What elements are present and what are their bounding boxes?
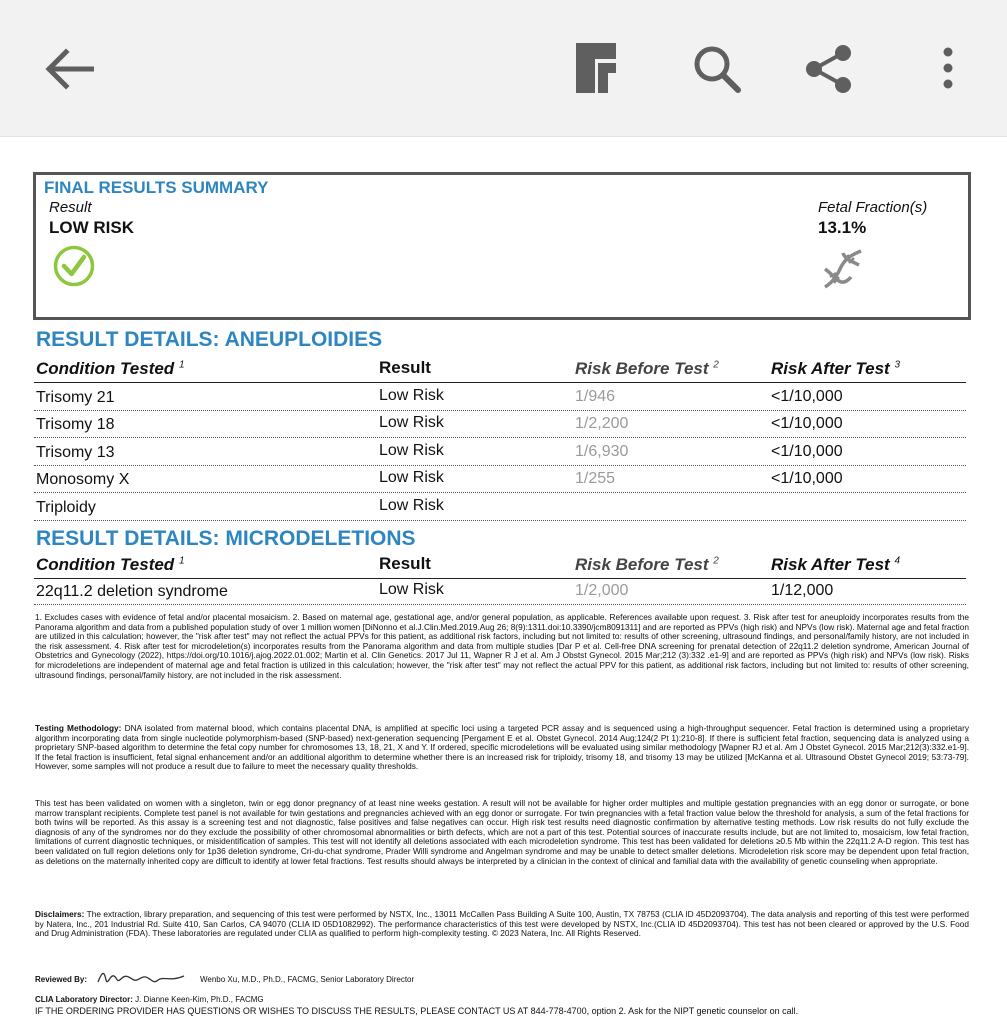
- table-cell-result: Low Risk: [379, 442, 444, 459]
- table-cell-result: Low Risk: [379, 497, 444, 514]
- dna-icon: [821, 247, 865, 296]
- summary-title: FINAL RESULTS SUMMARY: [44, 178, 269, 197]
- fetal-fraction-label: Fetal Fraction(s): [818, 199, 928, 216]
- table-cell-result: Low Risk: [379, 414, 444, 431]
- header-result: Result: [379, 358, 431, 377]
- table-cell-risk-before: 1/2,200: [575, 415, 629, 432]
- table-cell-result: Low Risk: [379, 581, 444, 598]
- check-circle-icon: [53, 245, 95, 292]
- header-divider: [34, 578, 966, 579]
- table-cell-result: Low Risk: [379, 387, 444, 404]
- table-cell-condition: Trisomy 18: [36, 416, 115, 433]
- result-value: LOW RISK: [49, 218, 134, 237]
- header-risk-before: Risk Before Test $^2$: [575, 555, 719, 574]
- share-icon[interactable]: [804, 44, 854, 94]
- clia-director: CLIA Laboratory Director: J. Dianne Keen-Kim, Ph.D., FACMG: [35, 995, 264, 1004]
- search-icon[interactable]: [692, 44, 742, 94]
- header-result: Result: [379, 554, 431, 573]
- table-cell-condition: Trisomy 13: [36, 444, 115, 461]
- table-cell-risk-after: <1/10,000: [771, 415, 843, 432]
- row-divider: [34, 465, 966, 466]
- table-cell-condition: Trisomy 21: [36, 389, 115, 406]
- app-toolbar: [0, 0, 1007, 137]
- aneuploidies-title: RESULT DETAILS: ANEUPLOIDIES: [36, 328, 383, 351]
- table-cell-risk-after: <1/10,000: [771, 443, 843, 460]
- table-cell-risk-before: 1/6,930: [575, 443, 629, 460]
- header-condition: Condition Tested $^1$: [36, 555, 185, 574]
- row-divider: [34, 604, 966, 605]
- table-cell-risk-after: <1/10,000: [771, 388, 843, 405]
- row-divider: [34, 410, 966, 411]
- disclaimers: Disclaimers: The extraction, library preparation, and sequencing of this test were performed by NSTX, Inc., 13011 McCallen Pass Building A Suite 100, Austin, TX 78753 (CLIA ID 45D2093704). The data analysis and reporting of this test were performed by Natera, Inc., 201 Industrial Rd. Suite 410, San Carlos, CA 94070 (CLIA ID 05D1082992). The performance characteristics of this test were developed by NSTX, Inc.(CLIA ID 45D2093704). This test has not been cleared or approved by the U.S. Food and Drug Administration (FDA). These laboratories are regulated under CLIA as qualified to perform high-complexity testing. © 2023 Natera, Inc. All Rights Reserved.: [35, 909, 969, 939]
- result-label: Result: [49, 199, 92, 216]
- final-results-summary: [33, 172, 971, 320]
- contact-text: IF THE ORDERING PROVIDER HAS QUESTIONS OR WISHES TO DISCUSS THE RESULTS, PLEASE CONTACT US AT 844-778-4700, option 2. Ask for the NIPT genetic counselor on call.: [35, 1006, 799, 1016]
- more-vertical-icon[interactable]: [942, 46, 954, 90]
- row-divider: [34, 437, 966, 438]
- table-cell-result: Low Risk: [379, 469, 444, 486]
- footnotes: 1. Excludes cases with evidence of fetal and/or placental mosaicism. 2. Based on maternal age, gestational age, and/or general population, as applicable. References available upon request. 3. Risk after test for aneuploidy incorporates results from the Panorama algorithm and data from a published population study of over 1 million women [DiNonno et al.J.Clin.Med.2019.Aug 26; 8(9):1311.doi:10.3390/jcm8091311] and are reported as PPVs (high risk) and NPVs (low risk). Maternal age and fetal fraction are utilized in this calculation; however, the "risk after test" may not reflect the actual PPVs for this patient, as additional risk factors, including but not limited to: results of other screening, ultrasound findings, and personal/family history, are not included in the risk assessment. 4. Risk after test for microdeletion(s) incorporates results from the Panorama algorithm and data from multiple studies [Dar P et al. Cell-free DNA screening for prenatal detection of 22q11.2 deletion syndrome, American Journal of Obstetrics and Gynecology (2022), https://doi.org/10.1016/j.ajog.2022.01.002; Martin et al. Clin Genetics. 2017 Jul 11, Wapner R J et al. Am J Obstst Gynecol. 2015 Mar;212 (3):332 .e1-9] and are reported as PPVs (high risk) and NPVs (low risk). Risks for microdeletions are independent of maternal age and fetal fraction is utilized in this calculation; however, the "risk after test" may not reflect the actual PPV for this patient, as additional risk factors, including but not limited to: results of other screening, ultrasound findings, personal/family history, are not included in the risk assessment.: [35, 612, 969, 680]
- row-divider: [34, 520, 966, 521]
- header-divider: [34, 382, 966, 383]
- arrow-left-icon[interactable]: [44, 48, 94, 90]
- header-risk-after: Risk After Test $^4$: [771, 555, 901, 574]
- fetal-fraction-value: 13.1%: [818, 218, 867, 237]
- row-divider: [34, 492, 966, 493]
- header-risk-before: Risk Before Test $^2$: [575, 359, 719, 378]
- table-cell-condition: 22q11.2 deletion syndrome: [36, 583, 228, 600]
- table-cell-condition: Triploidy: [36, 499, 96, 516]
- table-cell-condition: Monosomy X: [36, 471, 130, 488]
- reviewed-by-label: Reviewed By:: [35, 975, 88, 984]
- table-cell-risk-after: 1/12,000: [771, 582, 834, 599]
- table-cell-risk-before: 1/2,000: [575, 582, 629, 599]
- header-condition: Condition Tested $^1$: [36, 359, 185, 378]
- microdeletions-title: RESULT DETAILS: MICRODELETIONS: [36, 527, 416, 550]
- testing-methodology: Testing Methodology: DNA isolated from maternal blood, which contains placental DNA, is amplified at specific loci using a targeted PCR assay and is sequenced using a high-throughput sequencer. Fetal fraction is determined using a proprietary algorithm incorporating data from single nucleotide polymorphism-based (SNP-based) next-generation sequencing [Pergament E et al. Obstet Gynecol. 2014 Aug;124(2 Pt 1):210-8]. If there is sufficient fetal fraction, sequencing data is analyzed using a proprietary SNP-based algorithm to determine the fetal copy number for chromosomes 13, 18, 21, X and Y. If ordered, specific microdeletions will be evaluated using similar methodology [Wapner RJ et al. Am J Obstet Gynecol. 2015 Mar;212(3):332.e1-9]. If the fetal fraction is insufficient, fetal signal enhancement and/or an additional algorithm to determine whether there is an increased risk for triploidy, trisomy 18, and trisomy 13 may be utilized [McKanna et al. Ultrasound Obstet Gynecol 2019; 53:73-79]. However, some samples will not produce a result due to failure to meet the necessary quality thresholds.: [35, 723, 969, 772]
- reader-mode-icon[interactable]: [576, 43, 616, 93]
- header-risk-after: Risk After Test $^3$: [771, 359, 901, 378]
- signature-image: [96, 966, 188, 995]
- reviewer-name: Wenbo Xu, M.D., Ph.D., FACMG, Senior Laboratory Director: [200, 975, 415, 984]
- table-cell-risk-before: 1/255: [575, 470, 616, 487]
- validation-text: This test has been validated on women with a singleton, twin or egg donor pregnancy of at least nine weeks gestation. A result will not be available for higher order multiples and multiple gestation pregnancies with an egg donor or surrogate, or bone marrow transplant recipients. Complete test panel is not available for twin gestations and pregnancies achieved with an egg donor or surrogate. For twin pregnancies with a fetal fraction value below the threshold for analysis, a sum of the fetal fractions for both twins will be reported. As this assay is a screening test and not diagnostic, false positives and false negatives can occur. High risk test results need diagnostic confirmation by alternative testing methods. Low risk results do not fully exclude the diagnosis of any of the syndromes nor do they exclude the possibility of other chromosomal abnormalities or birth defects, which are not a part of this test. Potential sources of inaccurate results include, but are not limited to, mosaicism, low fetal fraction, limitations of current diagnostic techniques, or misidentification of samples. This test will not identify all deletions associated with each microdeletion syndrome. This test has been validated for deletions ≥0.5 Mb within the 22q11.2 A-D region. This test has been validated on full region deletions only for 1p36 deletion syndrome, Cri-du-chat syndrome, Prader Willi syndrome and Angelman syndrome and may be unable to detect smaller deletions. Microdeletion risk score may be dependent upon fetal fraction, as deletions on the maternally inherited copy are difficult to identify at lower fetal fractions. Test results should always be interpreted by a clinician in the context of clinical and familial data with the availability of genetic counseling when appropriate.: [35, 798, 969, 866]
- table-cell-risk-after: <1/10,000: [771, 470, 843, 487]
- table-cell-risk-before: 1/946: [575, 388, 616, 405]
